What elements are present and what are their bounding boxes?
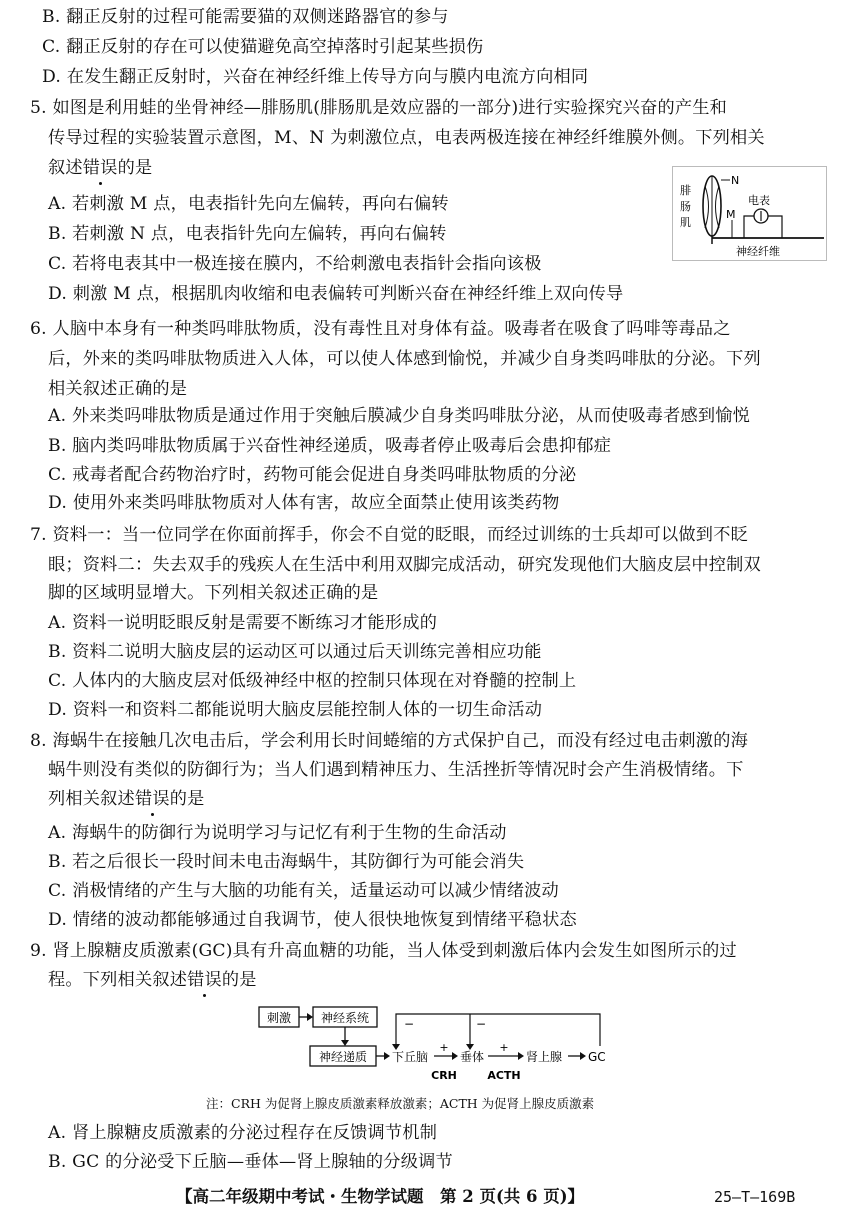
hypothalamus-label: 下丘脑 [392, 1050, 429, 1064]
question-6-stem-line3: 相关叙述正确的是 [48, 379, 188, 399]
arrowhead [452, 1052, 458, 1060]
text-part: 的是 [221, 970, 257, 990]
neurotransmitter-label: 神经递质 [318, 1050, 368, 1064]
option-6a: A. 外来类吗啡肽物质是通过作用于突触后膜减少自身类吗啡肽分泌，从而使吸毒者感到愉悦 [48, 406, 751, 426]
plus-sign: + [499, 1041, 509, 1054]
question-6-stem-line1: 6. 人脑中本身有一种类吗啡肽物质，没有毒性且对身体有益。吸毒者在吸食了吗啡等毒品之 [30, 319, 731, 339]
option-7a: A. 资料一说明眨眼反射是需要不断练习才能形成的 [48, 613, 438, 633]
arrowhead [341, 1040, 349, 1046]
acth-label: ACTH [487, 1069, 521, 1082]
question-7-stem-line1: 7. 资料一：当一位同学在你面前挥手，你会不自觉的眨眼，而经过训练的士兵却可以做到不眨 [30, 525, 748, 545]
emphasis-mark-text: 错误 [187, 970, 222, 990]
text-part: 列相关叙述 [48, 789, 135, 809]
adrenal-label: 肾上腺 [526, 1050, 563, 1064]
paper-code: 25—T—169B [714, 1188, 796, 1206]
option-4b: B. 翻正反射的过程可能需要猫的双侧迷路器官的参与 [42, 7, 449, 27]
option-5d: D. 刺激 M 点，根据肌肉收缩和电表偏转可判断兴奋在神经纤维上双向传导 [48, 284, 624, 304]
question-8-stem-line2: 蜗牛则没有类似的防御行为；当人们遇到精神压力、生活挫折等情况时会产生消极情绪。下 [48, 760, 744, 780]
question-7-stem-line2: 眼；资料二：失去双手的残疾人在生活中利用双脚完成活动，研究发现他们大脑皮层中控制双 [48, 555, 761, 575]
question-9-stem-line1: 9. 肾上腺糖皮质激素(GC)具有升高血糖的功能，当人体受到刺激后体内会发生如图所示的过 [30, 941, 737, 961]
option-9b: B. GC 的分泌受下丘脑—垂体—肾上腺轴的分级调节 [48, 1152, 453, 1172]
option-5c: C. 若将电表其中一极连接在膜内，不给刺激电表指针会指向该极 [48, 254, 542, 274]
question-9-stem-line2 [48, 969, 257, 991]
option-9a: A. 肾上腺糖皮质激素的分泌过程存在反馈调节机制 [48, 1123, 438, 1143]
arrowhead [384, 1052, 390, 1060]
option-7c: C. 人体内的大脑皮层对低级神经中枢的控制只体现在对脊髓的控制上 [48, 671, 577, 691]
stimulus-label: 刺激 [266, 1011, 292, 1025]
arrowhead [518, 1052, 524, 1060]
option-5b: B. 若刺激 N 点，电表指针先向左偏转，再向右偏转 [48, 224, 447, 244]
nervous-system-label: 神经系统 [320, 1011, 370, 1025]
arrowhead [307, 1013, 313, 1021]
crh-label: CRH [431, 1069, 457, 1082]
minus-sign: − [476, 1017, 487, 1031]
question-6-stem-line2: 后，外来的类吗啡肽物质进入人体，可以使人体感到愉悦，并减少自身类吗啡肽的分泌。下列 [48, 349, 761, 369]
option-8a: A. 海蜗牛的防御行为说明学习与记忆有利于生物的生命活动 [48, 823, 507, 843]
question-7-stem-line3: 脚的区域明显增大。下列相关叙述正确的是 [48, 583, 379, 603]
option-8d: D. 情绪的波动都能够通过自我调节，使人很快地恢复到情绪平稳状态 [48, 910, 577, 930]
option-8b: B. 若之后很长一段时间未电击海蜗牛，其防御行为可能会消失 [48, 852, 525, 872]
m-label: M [726, 208, 736, 221]
gc-regulation-diagram [256, 1000, 622, 1090]
pituitary-label: 垂体 [460, 1050, 485, 1064]
option-6d: D. 使用外来类吗啡肽物质对人体有害，故应全面禁止使用该类药物 [48, 493, 560, 513]
gc-label: GC [588, 1050, 606, 1064]
arrowhead [580, 1052, 586, 1060]
muscle-label-1: 腓 [680, 184, 691, 197]
option-8c: C. 消极情绪的产生与大脑的功能有关，适量运动可以减少情绪波动 [48, 881, 559, 901]
text-part: 叙述 [48, 158, 83, 178]
minus-sign: − [404, 1017, 415, 1031]
option-7d: D. 资料一和资料二都能说明大脑皮层能控制人体的一切生命活动 [48, 700, 543, 720]
nerve-muscle-figure [672, 166, 828, 262]
emphasis-mark-text: 错误 [134, 789, 170, 809]
option-4c: C. 翻正反射的存在可以使猫避免高空掉落时引起某些损伤 [42, 37, 484, 57]
text-part: 程。下列相关叙述 [48, 970, 188, 990]
footer-title: 【高二年级期中考试・生物学试题 第 2 页(共 6 页)】 [176, 1187, 585, 1206]
question-5-stem-line2: 传导过程的实验装置示意图，M、N 为刺激位点，电表两极连接在神经纤维膜外侧。下列相关 [48, 128, 765, 148]
question-5-stem-line1: 5. 如图是利用蛙的坐骨神经—腓肠肌(腓肠肌是效应器的一部分)进行实验探究兴奋的产生和 [30, 98, 728, 118]
option-6b: B. 脑内类吗啡肽物质属于兴奋性神经递质，吸毒者停止吸毒后会患抑郁症 [48, 436, 612, 456]
plus-sign: + [439, 1041, 449, 1054]
question-5-stem-line3 [48, 157, 152, 179]
n-label: N [731, 174, 740, 187]
muscle-label-2: 肠 [680, 200, 691, 213]
text-part: 的是 [117, 158, 153, 178]
question-8-stem-line3 [48, 788, 205, 810]
nerve-label: 神经纤维 [736, 245, 780, 258]
option-7b: B. 资料二说明大脑皮层的运动区可以通过后天训练完善相应功能 [48, 642, 542, 662]
muscle-label-3: 肌 [680, 216, 691, 229]
option-6c: C. 戒毒者配合药物治疗时，药物可能会促进自身类吗啡肽物质的分泌 [48, 465, 577, 485]
emphasis-mark-text: 错误 [82, 158, 118, 178]
text-part: 的是 [169, 789, 205, 809]
meter-label: 电表 [748, 194, 770, 207]
option-4d: D. 在发生翻正反射时，兴奋在神经纤维上传导方向与膜内电流方向相同 [42, 67, 589, 87]
option-5a: A. 若刺激 M 点，电表指针先向左偏转，再向右偏转 [48, 194, 449, 214]
figure-note: 注：CRH 为促肾上腺皮质激素释放激素；ACTH 为促肾上腺皮质激素 [206, 1096, 595, 1111]
question-8-stem-line1: 8. 海蜗牛在接触几次电击后，学会利用长时间蜷缩的方式保护自己，而没有经过电击刺激的海 [30, 731, 748, 751]
feedback-line-outer [396, 1014, 600, 1046]
